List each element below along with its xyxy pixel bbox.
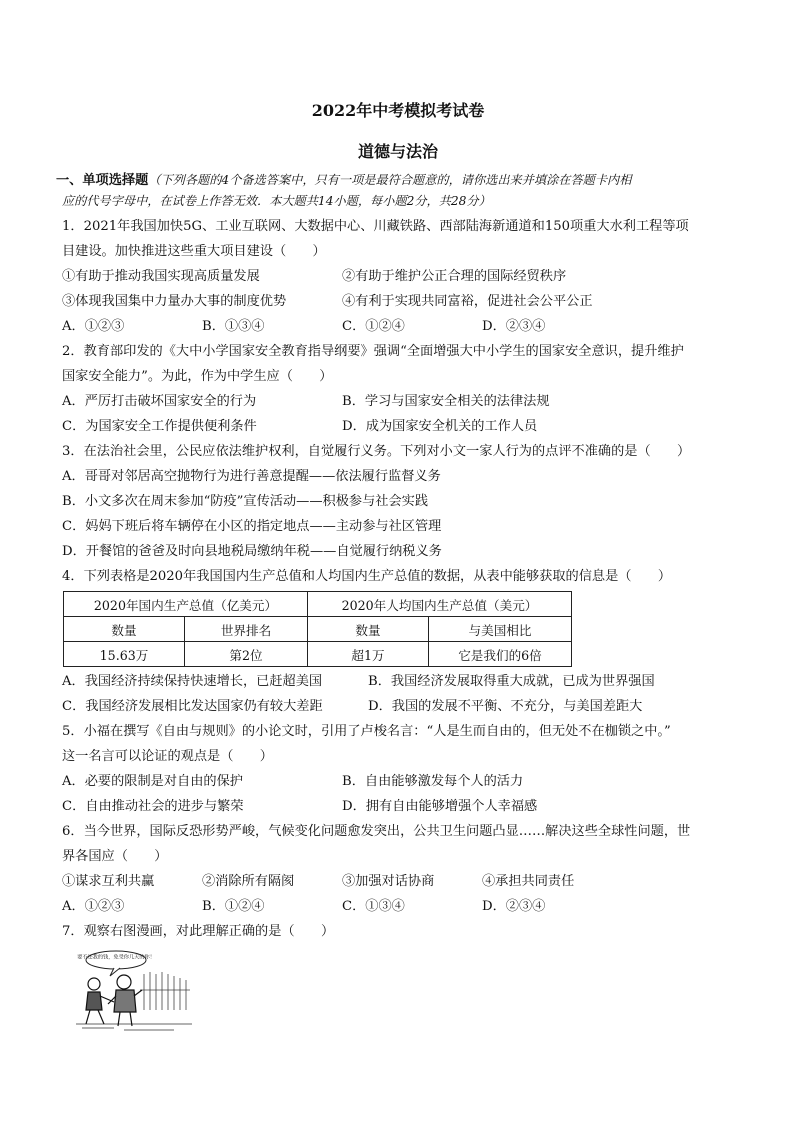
table-header-cell: 2020年国内生产总值（亿美元）: [64, 592, 308, 617]
answer-option-d: D．成为国家安全机关的工作人员: [342, 419, 538, 434]
answer-option-c: C．自由推动社会的进步与繁荣: [62, 799, 244, 814]
answer-option-d: D．②③④: [482, 899, 546, 914]
statement-option: ④有利于实现共同富裕，促进社会公平公正: [342, 294, 593, 309]
instructions-line-2: 应的代号字母中，在试卷上作答无效．本大题共14小题，每小题2分，共28分）: [62, 194, 491, 208]
cartoon-drawing: [74, 950, 194, 1034]
question-stem: 6．当今世界，国际反恐形势严峻，气候变化问题愈发突出，公共卫生问题凸显……解决这些全球性问题，世: [62, 824, 691, 839]
question-1: [62, 214, 734, 339]
section-instructions: [56, 170, 734, 212]
answer-option-b: B．①③④: [202, 319, 265, 334]
table-row: [64, 592, 572, 617]
cartoon-illustration: [74, 950, 194, 1034]
question-stem: 1．2021年我国加快5G、工业互联网、大数据中心、川藏铁路、西部陆海新通道和150项重大水利工程等项: [62, 219, 689, 234]
answer-option-c: C．我国经济发展相比发达国家仍有较大差距: [62, 699, 323, 714]
table-cell: 第2位: [185, 642, 308, 667]
answer-option-b: B．①②④: [202, 899, 265, 914]
question-2: [62, 339, 734, 439]
answer-option-b: B．我国经济发展取得重大成就，已成为世界强国: [368, 674, 655, 689]
answer-option-b: B．学习与国家安全相关的法律法规: [342, 394, 550, 409]
table-subheader-cell: 世界排名: [185, 617, 308, 642]
exam-page: [56, 98, 734, 1034]
question-4: [62, 564, 734, 719]
question-stem: 这一名言可以论证的观点是（ ）: [62, 749, 273, 764]
table-header-cell: 2020年人均国内生产总值（美元）: [308, 592, 572, 617]
answer-option-d: D．②③④: [482, 319, 546, 334]
cartoon-speech-text: 要不还我的钱，免受你几天的你！: [77, 954, 155, 961]
question-stem: 目建设。加快推进这些重大项目建设（ ）: [62, 244, 326, 259]
exam-title: 2022年中考模拟考试卷: [311, 101, 485, 120]
answer-option-c: C．①③④: [342, 899, 405, 914]
table-cell: 15.63万: [64, 642, 185, 667]
answer-option-a: A．哥哥对邻居高空抛物行为进行善意提醒——依法履行监督义务: [62, 469, 441, 484]
question-stem: 3．在法治社会里，公民应依法维护权利，自觉履行义务。下列对小文一家人行为的点评不准确的是（ ）: [62, 444, 691, 459]
statement-option: ②有助于维护公正合理的国际经贸秩序: [342, 269, 567, 284]
answer-option-d: D．拥有自由能够增强个人幸福感: [342, 799, 538, 814]
answer-option-a: A．①②③: [62, 899, 125, 914]
answer-option-d: D．开餐馆的爸爸及时向县地税局缴纳年税——自觉履行纳税义务: [62, 544, 442, 559]
table-subheader-cell: 与美国相比: [429, 617, 572, 642]
statement-option: ④承担共同责任: [482, 874, 575, 889]
answer-option-c: C．为国家安全工作提供便利条件: [62, 419, 257, 434]
statement-option: ①谋求互利共赢: [62, 874, 155, 889]
section-heading: 一、单项选择题: [56, 173, 149, 188]
question-3: [62, 439, 734, 564]
question-stem: 7．观察右图漫画，对此理解正确的是（ ）: [62, 924, 335, 939]
statement-option: ③体现我国集中力量办大事的制度优势: [62, 294, 287, 309]
statement-option: ②消除所有隔阂: [202, 874, 295, 889]
table-cell: 它是我们的6倍: [429, 642, 572, 667]
answer-option-a: A．我国经济持续保持快速增长，已赶超美国: [62, 674, 323, 689]
statement-option: ③加强对话协商: [342, 874, 435, 889]
subject-title: 道德与法治: [357, 142, 438, 161]
question-stem: 2．教育部印发的《大中小学国家安全教育指导纲要》强调“全面增强大中小学生的国家安全意识，提升维护: [62, 344, 684, 359]
answer-option-b: B．小文多次在周末参加“防疫”宣传活动——积极参与社会实践: [62, 494, 429, 509]
statement-option: ①有助于推动我国实现高质量发展: [62, 269, 260, 284]
answer-option-a: A．严厉打击破坏国家安全的行为: [62, 394, 257, 409]
question-6: [62, 819, 734, 919]
question-stem: 国家安全能力”。为此，作为中学生应（ ）: [62, 369, 333, 384]
question-stem: 5．小福在撰写《自由与规则》的小论文时，引用了卢梭名言：“人是生而自由的，但无处不在枷锁之中。”: [62, 724, 671, 739]
table-row: [64, 642, 572, 667]
gdp-table: [63, 591, 572, 667]
answer-option-a: A．①②③: [62, 319, 125, 334]
table-subheader-cell: 数量: [308, 617, 429, 642]
table-row: [64, 617, 572, 642]
answer-option-d: D．我国的发展不平衡、不充分，与美国差距大: [368, 699, 643, 714]
table-subheader-cell: 数量: [64, 617, 185, 642]
question-7: [62, 919, 734, 1034]
question-stem: 界各国应（ ）: [62, 849, 168, 864]
table-cell: 超1万: [308, 642, 429, 667]
answer-option-a: A．必要的限制是对自由的保护: [62, 774, 243, 789]
answer-option-c: C．①②④: [342, 319, 405, 334]
answer-option-b: B．自由能够激发每个人的活力: [342, 774, 524, 789]
instructions-line-1: （下列各题的4个备选答案中，只有一项是最符合题意的，请你选出来并填涂在答题卡内相: [148, 173, 632, 187]
question-stem: 4．下列表格是2020年我国国内生产总值和人均国内生产总值的数据，从表中能够获取的信息是（ ）: [62, 569, 672, 584]
question-5: [62, 719, 734, 819]
answer-option-c: C．妈妈下班后将车辆停在小区的指定地点——主动参与社区管理: [62, 519, 442, 534]
